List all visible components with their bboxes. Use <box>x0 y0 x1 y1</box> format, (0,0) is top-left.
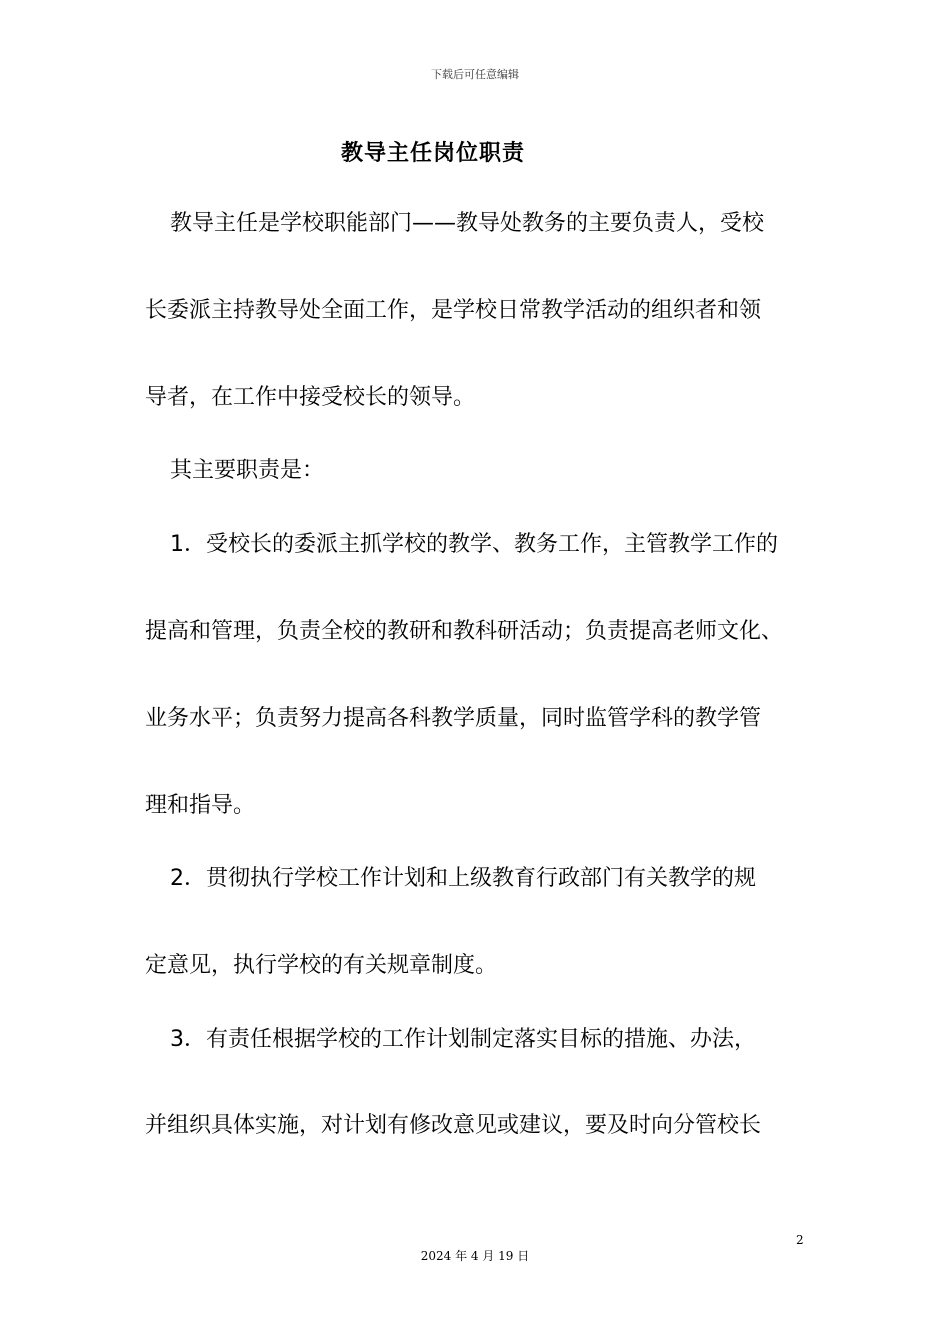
paragraph-line: 理和指导。 <box>145 793 256 818</box>
paragraph-line: 其主要职责是： <box>170 458 325 483</box>
paragraph-line: 教导主任是学校职能部门——教导处教务的主要负责人，受校 <box>170 211 765 236</box>
paragraph-line: 提高和管理，负责全校的教研和教科研活动；负责提高老师文化、 <box>145 619 784 644</box>
paragraph-line: 1．受校长的委派主抓学校的教学、教务工作，主管教学工作的 <box>170 532 778 557</box>
paragraph-line: 导者，在工作中接受校长的领导。 <box>145 385 476 410</box>
paragraph-line: 3．有责任根据学校的工作计划制定落实目标的措施、办法， <box>170 1027 756 1052</box>
paragraph-line: 2．贯彻执行学校工作计划和上级教育行政部门有关教学的规 <box>170 866 756 891</box>
page-number: 2 <box>796 1233 804 1247</box>
paragraph-line: 定意见，执行学校的有关规章制度。 <box>145 953 498 978</box>
header-note: 下载后可任意编辑 <box>431 68 519 81</box>
paragraph-line: 并组织具体实施，对计划有修改意见或建议，要及时向分管校长 <box>145 1113 762 1138</box>
paragraph-line: 长委派主持教导处全面工作，是学校日常教学活动的组织者和领 <box>145 298 762 323</box>
document-title: 教导主任岗位职责 <box>340 141 525 166</box>
footer-date: 2024 年 4 月 19 日 <box>420 1249 530 1263</box>
paragraph-line: 业务水平；负责努力提高各科教学质量，同时监管学科的教学管 <box>145 706 762 731</box>
